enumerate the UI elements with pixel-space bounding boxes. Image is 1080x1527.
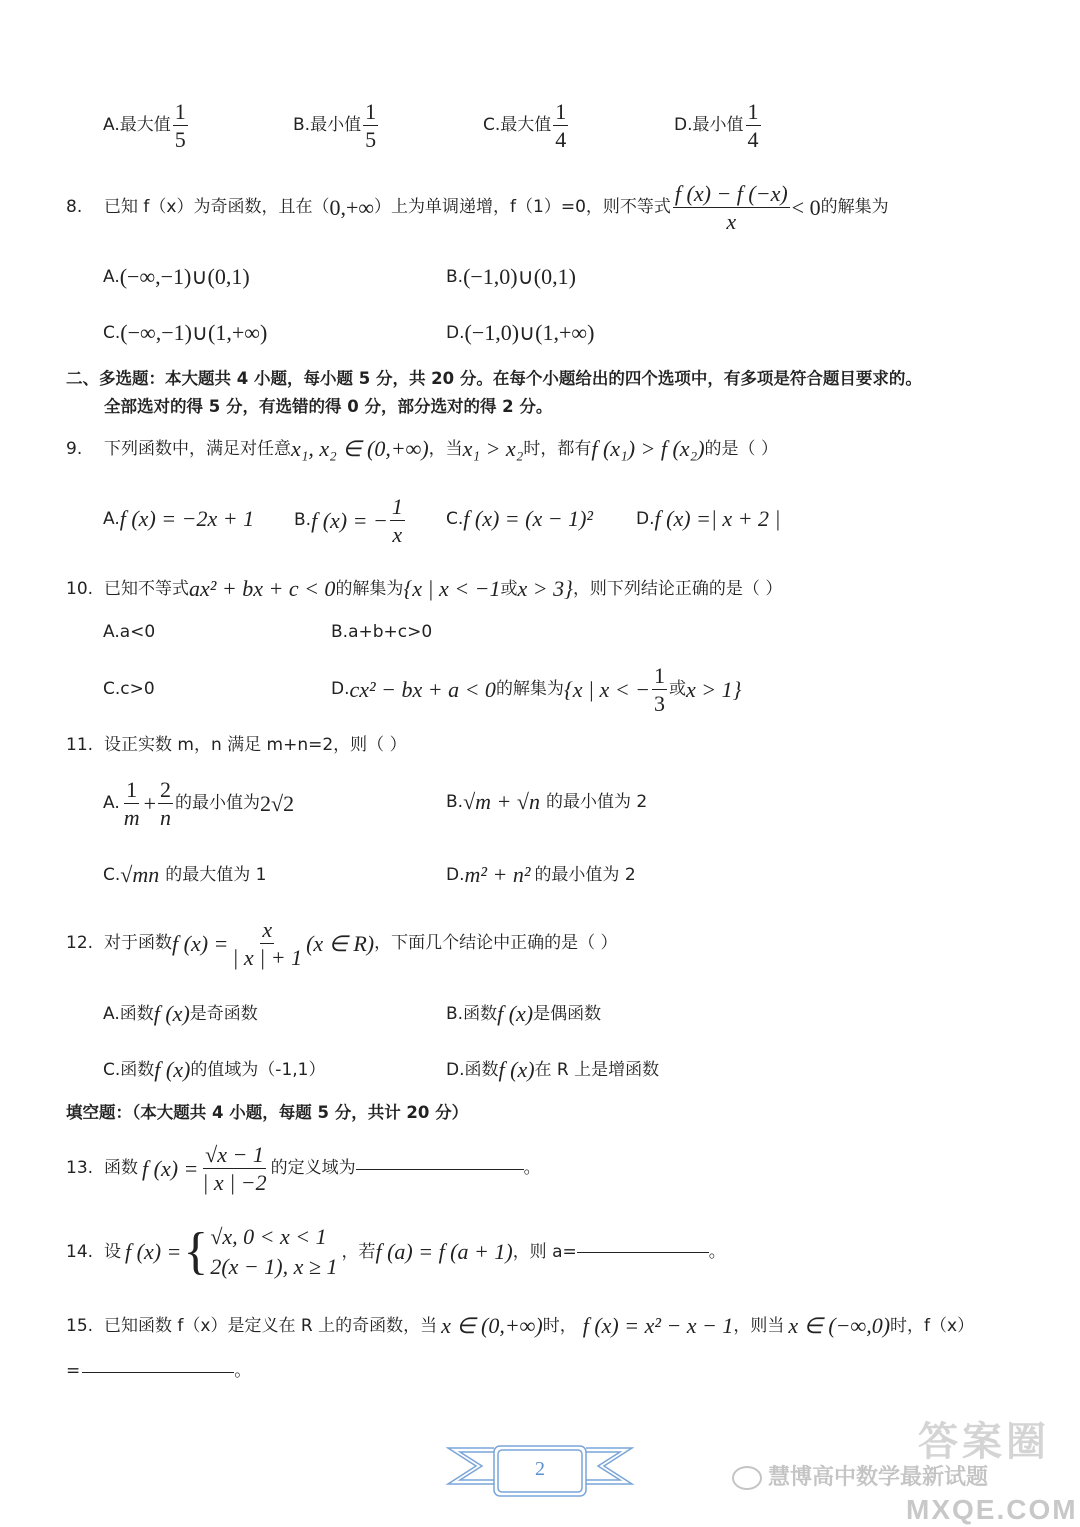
q15-math3: x ∈ (−∞,0) [788,1313,891,1338]
q8-a-label: A. [103,266,120,287]
q12-c-math: f (x) [154,1057,191,1082]
q12-c-label: C.函数 [103,1059,155,1080]
q13-number: 13. [66,1158,94,1179]
q9-b-label: B. [294,510,312,531]
q13-text2: 的定义域为 [270,1158,356,1179]
q7-option-a [103,100,190,151]
q11-c-math: √mn [120,862,160,887]
q8-option-d [446,322,594,344]
q10-text3: ，则下列结论正确的是（ ） [572,578,783,599]
q9-text1: 下列函数中，满足对任意 [104,438,291,459]
q9-option-b [294,495,407,546]
q7-option-b [293,100,380,151]
q12-option-a [103,1003,258,1025]
q12-a-text: 是奇函数 [189,1003,258,1024]
q8-text3: 的解集为 [820,197,889,218]
watermark-logo: 答案圈 [918,1419,1050,1465]
q15-text4: 时，f（x） [890,1315,975,1336]
q13-answer-blank[interactable] [356,1168,524,1170]
q11-option-d [446,864,636,886]
q14-number: 14. [66,1241,94,1262]
q11-a-math: 2√2 [260,790,295,816]
q12-b-text: 是偶函数 [533,1003,602,1024]
q9-math1: x₁, x₂ ∈ (0,+∞) [291,436,429,461]
q9-d-label: D. [636,508,655,529]
q12-math1: f (x) = [172,930,229,956]
q7-d-label: D.最小值 [674,115,744,136]
q14-end: 。 [708,1241,726,1262]
q14-stem [66,1222,726,1282]
q15-text2: 时， [542,1315,577,1336]
q15-math1: x ∈ (0,+∞) [441,1313,543,1338]
q8-fraction: $\frac{f (x) - f (-x)}{x}$ [674,181,788,235]
q9-text3: 时，都有 [523,438,592,459]
q15-math2: f (x) = x² − x − 1 [582,1313,734,1338]
q9-c-math: f (x) = (x − 1)² [463,506,594,531]
q10-d-math1: cx² − bx + a < 0 [349,676,496,702]
q7-option-c [483,100,570,151]
q12-option-d [446,1059,659,1081]
section2-heading-line2: 全部选对的得 5 分，有选错的得 0 分，部分选对的得 2 分。 [104,397,553,416]
q13-stem [66,1143,541,1194]
q10-math1: ax² + bx + c < 0 [189,576,336,601]
q11-a-fraction2: $\frac{2}{n}$ [160,777,172,831]
q15-text1: 已知函数 f（x）是定义在 R 上的奇函数，当 [104,1315,438,1336]
q10-d-label: D. [331,679,350,700]
q12-a-math: f (x) [153,1001,190,1026]
q10-option-b: B.a+b+c>0 [331,622,433,642]
q12-c-text: 的值域为（-1,1） [190,1059,326,1080]
q9-text2: ，当 [428,438,463,459]
q14-math1: f (x) = [125,1239,182,1264]
q9-a-label: A. [103,508,120,529]
q14-answer-blank[interactable] [577,1251,709,1253]
q11-a-plus: + [143,790,157,816]
q10-option-c: C.c>0 [103,679,155,699]
q9-stem [66,438,778,460]
q10-d-math3: x > 1} [686,676,742,702]
q13-fraction: $\frac{√x - 1}{| x | -2}$ [202,1142,267,1196]
q8-text1: 已知 f（x）为奇函数，且在（ [104,197,330,218]
q15-stem [66,1315,974,1337]
watermark-channel [732,1466,988,1490]
q15-answer-blank[interactable] [82,1371,234,1373]
q13-end: 。 [523,1158,541,1179]
watermark-channel-text: 慧博高中数学最新试题 [768,1465,989,1490]
q9-math2: x₁ > x₂ [462,436,524,461]
q12-math2: (x ∈ R) [306,930,375,956]
q14-text1: 设 [104,1241,121,1262]
q7-c-fraction: $\frac{1}{4}$ [555,99,567,153]
q10-option-a: A.a<0 [103,622,156,642]
q9-option-d [636,508,781,530]
q8-a-math: (−∞,−1)∪(0,1) [119,264,250,289]
q11-c-text: 的最大值为 1 [165,864,267,885]
q7-c-label: C.最大值 [483,115,552,136]
q14-brace: { [183,1223,209,1280]
q11-a-label: A. [103,793,120,814]
q12-d-math: f (x) [498,1057,535,1082]
q8-ineq: < 0 [791,194,821,220]
watermark-site: MXQE.COM [906,1494,1078,1525]
q10-d-math2: {x | x < − [563,676,651,702]
q10-math2: {x | x < −1 [403,576,501,601]
section2-heading-line1: 二、多选题：本大题共 4 小题，每小题 5 分，共 20 分。在每个小题给出的四个选项中，有多项是符合题目要求的。 [66,369,922,388]
q12-number: 12. [66,933,94,954]
q13-math1: f (x) = [142,1155,199,1181]
q8-interval: 0,+∞ [329,194,375,220]
q12-text1: 对于函数 [104,933,172,954]
q11-d-text: 的最小值为 2 [534,864,636,885]
q13-text1: 函数 [104,1158,138,1179]
q11-option-b [446,791,647,813]
q9-b-fraction: $\frac{1}{x}$ [391,494,403,548]
q10-math3: x > 3} [517,576,573,601]
q14-case2: 2(x − 1), x ≥ 1 [210,1254,338,1279]
q8-b-math: (−1,0)∪(0,1) [463,264,576,289]
q9-number: 9. [66,438,83,459]
q11-number: 11. [66,735,94,755]
q11-option-c [103,864,266,886]
q9-text4: 的是（ ） [704,438,778,459]
q14-cases [210,1226,337,1278]
q14-math2: f (a) = f (a + 1) [375,1239,513,1264]
q12-a-label: A.函数 [103,1003,154,1024]
q15-text3: ，则当 [733,1315,785,1336]
q11-d-label: D. [446,864,465,885]
q8-d-label: D. [446,322,465,343]
q11-b-label: B. [446,791,464,812]
section3-heading: 填空题：（本大题共 4 小题，每题 5 分，共计 20 分） [66,1103,469,1122]
wechat-icon [732,1466,762,1490]
q15-answer-line [66,1363,251,1380]
q8-option-a [103,266,250,288]
q8-b-label: B. [446,266,464,287]
q9-option-a [103,508,254,530]
q12-d-text: 在 R 上是增函数 [534,1059,660,1080]
q7-b-label: B.最小值 [293,115,362,136]
q12-text2: ，下面几个结论中正确的是（ ） [374,933,618,954]
q12-option-c [103,1059,325,1081]
q12-stem [66,918,618,969]
q8-c-math: (−∞,−1)∪(1,+∞) [120,320,268,345]
q8-text2: ）上为单调递增，f（1）=0，则不等式 [374,197,671,218]
q14-text3: ，则 a= [512,1241,577,1262]
q14-text2: ，若 [341,1241,376,1262]
q11-b-math: √m + √n [463,789,540,814]
q8-d-math: (−1,0)∪(1,+∞) [464,320,595,345]
q11-stem [66,737,407,754]
q9-option-c [446,508,593,530]
q11-b-text: 的最小值为 2 [545,791,648,812]
q9-a-math: f (x) = −2x + 1 [119,506,255,531]
q8-c-label: C. [103,322,121,343]
q10-option-d [331,664,741,715]
q10-number: 10. [66,578,94,599]
q12-fraction: $\frac{x}{| x | + 1}$ [232,917,303,971]
q9-math3: f (x₁) > f (x₂) [591,436,705,461]
q10-or: 或 [500,578,518,599]
q12-d-label: D.函数 [446,1059,499,1080]
q10-d-fraction: $\frac{1}{3}$ [654,663,666,717]
q11-a-fraction1: $\frac{1}{m}$ [123,777,140,831]
page-number-badge [446,1444,634,1500]
q7-option-d [674,100,763,151]
q11-d-math: m² + n² [464,862,531,887]
q8-stem [66,182,889,233]
q7-b-fraction: $\frac{1}{5}$ [365,99,377,153]
q7-a-label: A.最大值 [103,115,171,136]
q12-b-label: B.函数 [446,1003,498,1024]
q15-number: 15. [66,1315,94,1336]
q8-option-c [103,322,267,344]
q12-b-math: f (x) [497,1001,534,1026]
q9-c-label: C. [446,508,464,529]
q12-option-b [446,1003,601,1025]
q8-number: 8. [66,197,83,218]
q10-stem [66,578,782,600]
q11-a-text: 的最小值为 [175,793,261,814]
q7-a-fraction: $\frac{1}{5}$ [174,99,186,153]
q10-text1: 已知不等式 [104,578,189,599]
q14-case1: √x, 0 < x < 1 [210,1224,327,1249]
q11-option-a [103,778,294,829]
q15-end: 。 [234,1361,252,1381]
q8-option-b [446,266,576,288]
q10-d-text: 的解集为 [495,679,564,700]
q11-text: 设正实数 m，n 满足 m+n=2，则（ ） [104,735,407,755]
q9-d-math: f (x) =| x + 2 | [654,506,781,531]
q9-b-math: f (x) = − [311,507,388,533]
q7-d-fraction: $\frac{1}{4}$ [747,99,759,153]
q15-equals: = [66,1361,81,1381]
q11-c-label: C. [103,864,121,885]
q10-text2: 的解集为 [335,578,404,599]
q10-d-or: 或 [669,679,687,700]
page-number: 2 [535,1458,545,1480]
